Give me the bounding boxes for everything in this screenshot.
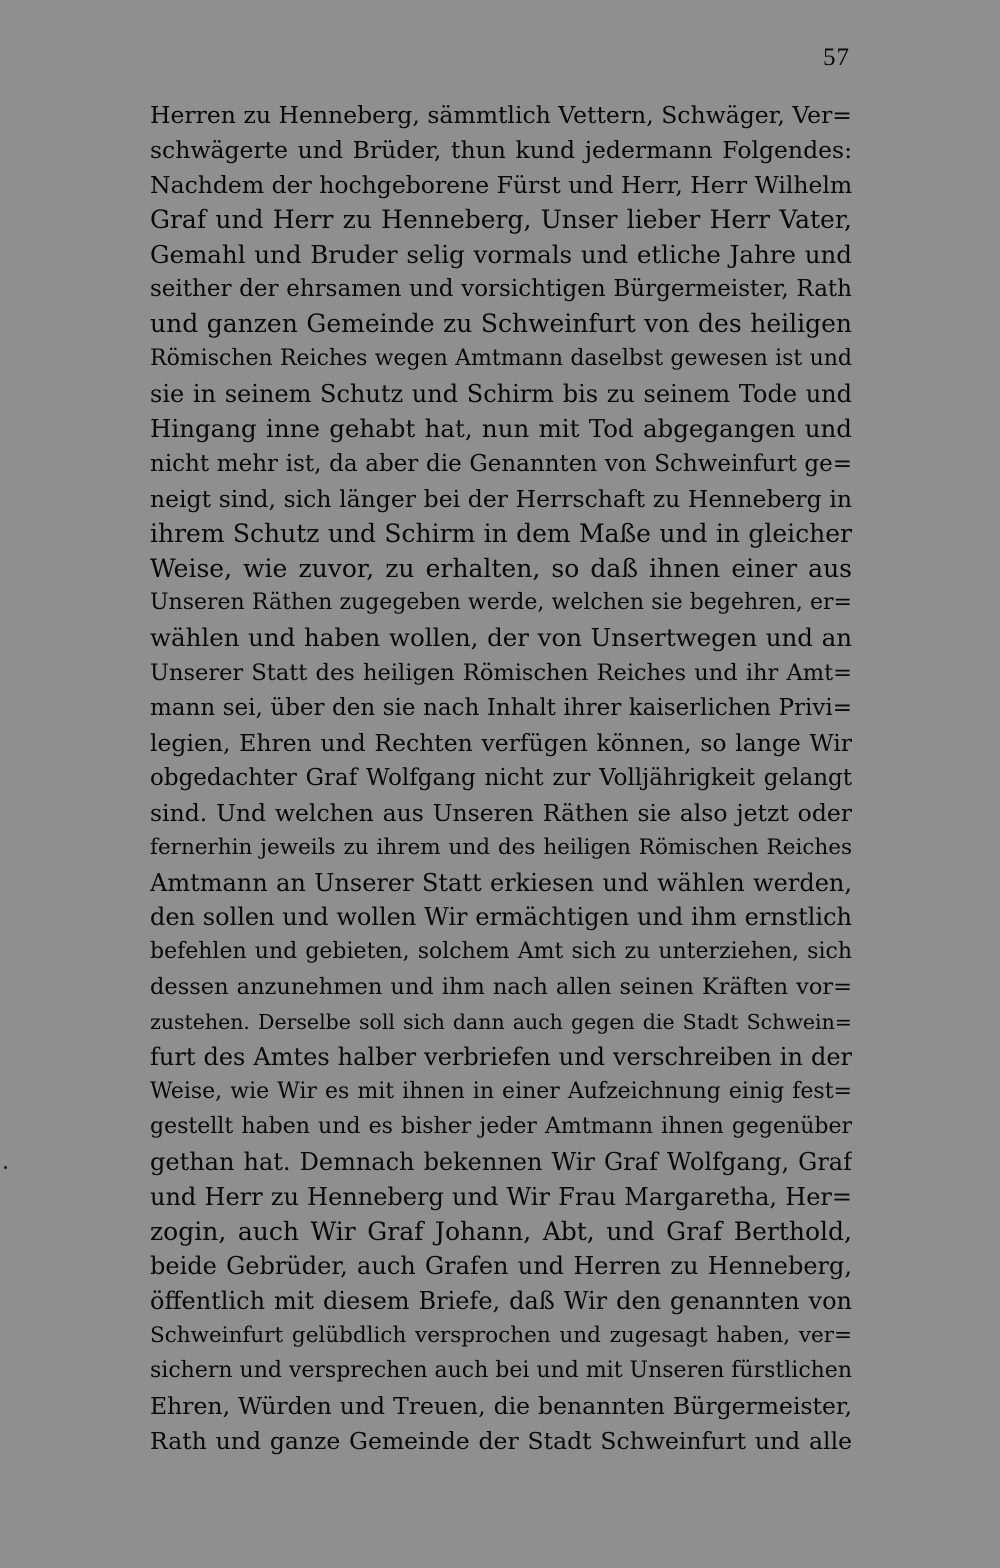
text-line: Nachdem der hochgeborene Fürst und Herr, Herr Wilhelm [150, 170, 852, 199]
text-line: legien, Ehren und Rechten verfügen können, so lange Wir [150, 729, 852, 758]
text-line: Unseren Räthen zugegeben werde, welchen sie begehren, er= [150, 590, 852, 616]
text-line: Gemahl und Bruder selig vormals und etliche Jahre und [150, 239, 852, 269]
text-line: Rath und ganze Gemeinde der Stadt Schweinfurt und alle [150, 1426, 852, 1455]
text-line: Herren zu Henneberg, sämmtlich Vettern, Schwäger, Ver= [150, 101, 852, 129]
text-line: Römischen Reiches wegen Amtmann daselbst gewesen ist und [150, 346, 852, 372]
text-line: furt des Amtes halber verbriefen und verschreiben in der [150, 1043, 852, 1072]
text-line: Weise, wie zuvor, zu erhalten, so daß ihnen einer aus [150, 553, 852, 583]
text-line: Weise, wie Wir es mit ihnen in einer Aufzeichnung einig fest= [150, 1078, 852, 1104]
text-line: Hingang inne gehabt hat, nun mit Tod abgegangen und [150, 414, 852, 444]
text-line: befehlen und gebieten, solchem Amt sich zu unterziehen, sich [150, 939, 852, 965]
text-line: obgedachter Graf Wolfgang nicht zur Volljährigkeit gelangt [150, 764, 852, 791]
text-line: Schweinfurt gelübdlich versprochen und zugesagt haben, ver= [150, 1323, 852, 1349]
text-line: gethan hat. Demnach bekennen Wir Graf Wolfgang, Graf [150, 1147, 852, 1176]
text-line: sind. Und welchen aus Unseren Räthen sie also jetzt oder [150, 798, 852, 827]
page-number: 57 [823, 44, 850, 71]
text-line: nicht mehr ist, da aber die Genannten von Schweinfurt ge= [150, 450, 852, 477]
text-line: sie in seinem Schutz und Schirm bis zu seinem Tode und [150, 380, 852, 409]
text-line: zogin, auch Wir Graf Johann, Abt, und Graf Berthold, [150, 1216, 852, 1246]
text-line: den sollen und wollen Wir ermächtigen und ihm ernstlich [150, 903, 852, 932]
text-line: Ehren, Würden und Treuen, die benannten Bürgermeister, [150, 1391, 852, 1420]
text-line: dessen anzunehmen und ihm nach allen seinen Kräften vor= [150, 974, 852, 1001]
text-line: fernerhin jeweils zu ihrem und des heiligen Römischen Reiches [150, 834, 852, 860]
text-line: und Herr zu Henneberg und Wir Frau Margaretha, Her= [150, 1182, 852, 1211]
text-line: schwägerte und Brüder, thun kund jedermann Folgendes: [150, 135, 852, 164]
text-line: seither der ehrsamen und vorsichtigen Bürgermeister, Rath [150, 276, 852, 303]
text-line: beide Gebrüder, auch Grafen und Herren zu Henneberg, [150, 1252, 852, 1281]
margin-speck [4, 1166, 7, 1169]
body-text [150, 98, 852, 1459]
text-line: mann sei, über den sie nach Inhalt ihrer kaiserlichen Privi= [150, 695, 852, 722]
text-line: Amtmann an Unserer Statt erkiesen und wählen werden, [150, 868, 852, 897]
text-line: Graf und Herr zu Henneberg, Unser lieber Herr Vater, [150, 204, 852, 234]
text-line: sichern und versprechen auch bei und mit Unseren fürstlichen [150, 1358, 852, 1384]
text-line: wählen und haben wollen, der von Unsertwegen und an [150, 623, 852, 653]
text-line: Unserer Statt des heiligen Römischen Reiches und ihr Amt= [150, 660, 852, 687]
text-line: zustehen. Derselbe soll sich dann auch gegen die Stadt Schwein= [150, 1010, 852, 1035]
text-line: neigt sind, sich länger bei der Herrschaft zu Henneberg in [150, 484, 852, 513]
text-line: und ganzen Gemeinde zu Schweinfurt von des heiligen [150, 309, 852, 339]
text-line: ihrem Schutz und Schirm in dem Maße und in gleicher [150, 518, 852, 548]
text-line: öffentlich mit diesem Briefe, daß Wir den genannten von [150, 1287, 852, 1316]
text-line: gestellt haben und es bisher jeder Amtmann ihnen gegenüber [150, 1113, 852, 1139]
